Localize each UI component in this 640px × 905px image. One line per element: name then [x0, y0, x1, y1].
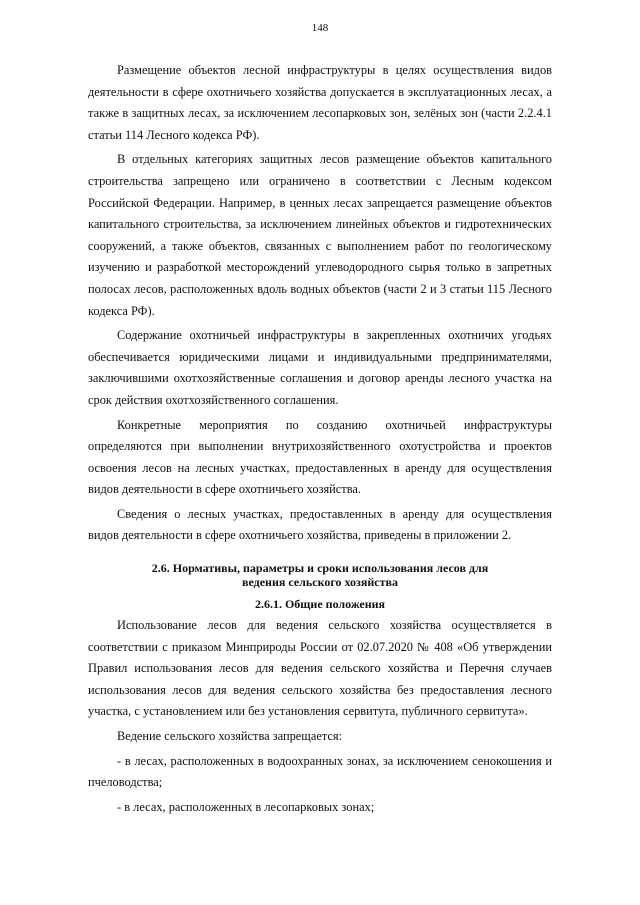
paragraph: Ведение сельского хозяйства запрещается: — [117, 729, 343, 744]
list-item: - в лесах, расположенных в водоохранных зонах, за исключением сенокошения и пчеловодства; — [88, 753, 552, 790]
paragraph: В отдельных категориях защитных лесов размещение объектов капитального строительства запрещено или ограничено в соответствии с Лесным кодексом Российской Федерации. Например, в ценных лесах запрещается размещение объектов капитального строительства, за исключением линейных объектов и гидротехнических сооружений, а также объектов, связанных с выполнением работ по геологическому изучению и разработкой месторождений углеводородного сырья только в запретных полосах лесов, расположенных вдоль водных объектов (части 2 и 3 статьи 115 Лесного кодекса РФ). — [88, 152, 552, 318]
list-item: - в лесах, расположенных в лесопарковых зонах; — [117, 799, 375, 814]
section-heading — [88, 561, 552, 589]
paragraph: Конкретные мероприятия по созданию охотничьей инфраструктуры определяются при выполнении внутрихозяйственного охотустройства и проектов освоения лесов на лесных участках, предоставленных в аренду для осуществления видов деятельности в сфере охотничьего хозяйства. — [88, 417, 552, 497]
page-number: 148 — [311, 22, 329, 34]
paragraph: Содержание охотничьей инфраструктуры в закрепленных охотничих угодьях обеспечивается юридическими лицами и индивидуальными предпринимателями, заключившими охотхозяйственные соглашения и договор аренды лесного участка на срок действия охотхозяйственного соглашения. — [88, 328, 552, 407]
subsection-heading: 2.6.1. Общие положения — [254, 597, 386, 612]
page-content — [88, 60, 552, 818]
paragraph: Использование лесов для ведения сельского хозяйства осуществляется в соответствии с приказом Минприроды России от 02.07.2020 № 408 «Об утверждении Правил использования лесов для ведения сельского хозяйства и Перечня случаев использования лесов для ведения сельского хозяйства без предоставления лесного участка, с установлением или без установления сервитута, публичного сервитута». — [88, 618, 552, 719]
paragraph: Сведения о лесных участках, предоставленных в аренду для осуществления видов деятельности в сфере охотничьего хозяйства, приведены в приложении 2. — [88, 506, 552, 543]
section-heading-line: ведения сельского хозяйства — [242, 575, 398, 590]
section-heading-line: 2.6. Нормативы, параметры и сроки использования лесов для — [151, 561, 489, 576]
paragraph: Размещение объектов лесной инфраструктуры в целях осуществления видов деятельности в сфере охотничьего хозяйства допускается в эксплуатационных лесах, а также в защитных лесах, за исключением лесопарковых зон, зелёных зон (части 2.2.4.1 статьи 114 Лесного кодекса РФ). — [88, 63, 552, 142]
